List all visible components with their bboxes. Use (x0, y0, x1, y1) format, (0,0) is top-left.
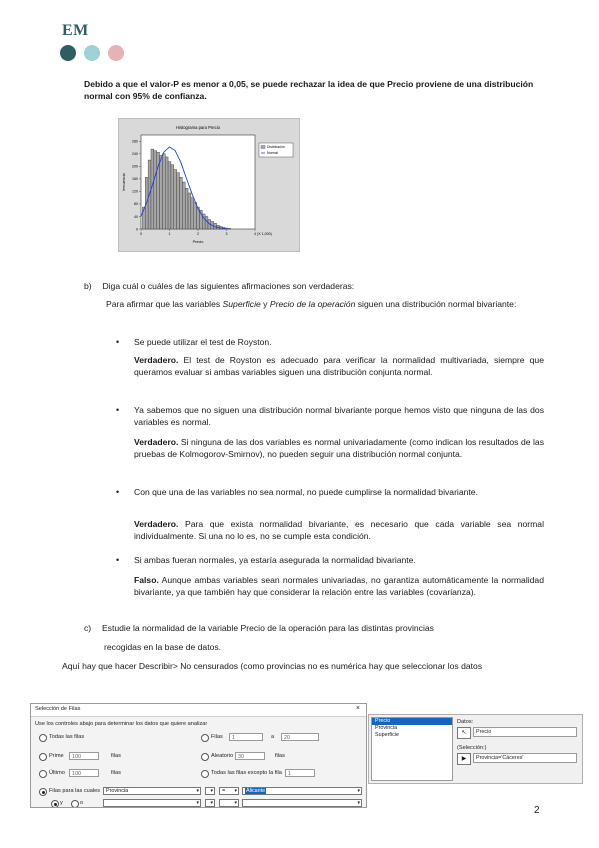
x-axis-label: Precio (192, 240, 204, 244)
operator-value: = (222, 788, 226, 794)
chevron-down-icon: ▾ (196, 800, 199, 806)
bullet-4: • (116, 555, 120, 565)
bullet-1: • (116, 337, 120, 347)
label-or: o (80, 800, 84, 806)
label-and: y (60, 800, 63, 806)
section-b-label: b) (84, 281, 92, 291)
verdict-2: Verdadero. (134, 437, 179, 447)
verdict-1: Verdadero. (134, 355, 179, 365)
y-axis-label: frecuencia (122, 173, 126, 191)
chevron-down-icon: ▾ (196, 788, 199, 794)
radio-rows-range[interactable] (201, 734, 209, 742)
radio-first[interactable] (39, 753, 47, 761)
legend-label: Normal (267, 151, 278, 156)
dialog-instruction: Use los controles abajo para determinar los datos que quiere analizar (35, 721, 208, 727)
section-c-label: c) (84, 623, 92, 633)
answer-4 (134, 574, 544, 598)
x-tick-label: 4 (254, 232, 256, 236)
explanation-2: Si ninguna de las dos variables es normal univariadamente (como indican los resultados de las pruebas de Kolmogorov-Smirnov), no pueden seguir una distribución normal conjunta. (134, 437, 544, 459)
value-select-2[interactable] (242, 799, 362, 807)
value-select-value: Alicante (246, 788, 266, 794)
chevron-down-icon: ▾ (210, 800, 213, 806)
field-dropdown-button[interactable] (205, 787, 215, 795)
label-random: Aleatorio (211, 753, 234, 759)
premise-post: siguen una distribución normal bivariante: (355, 299, 517, 309)
dialog-titlebar (31, 704, 366, 717)
section-b-premise (106, 298, 544, 310)
label-range-to: a (271, 734, 275, 740)
chevron-down-icon: ▾ (357, 800, 360, 806)
histogram-chart (118, 118, 300, 252)
bullet-3: • (116, 487, 120, 497)
radio-all-rows[interactable] (39, 734, 47, 742)
explanation-1: El test de Royston es adecuado para verificar la normalidad multivariada, siempre que queramos evaluar si ambas variables siguen una distribución conjunta normal. (134, 355, 544, 377)
statement-2: Ya sabemos que no siguen una distribución normal bivariante porque hemos visto que ninguna de las dos variables es normal. (134, 405, 544, 427)
histogram-bar (160, 155, 163, 229)
y-tick-label: 240 (132, 152, 138, 157)
radio-and[interactable] (51, 800, 59, 808)
answer-3 (134, 518, 544, 542)
legend-swatch-bars (261, 146, 265, 149)
histogram-bar (165, 157, 168, 229)
radio-last[interactable] (39, 770, 47, 778)
random-unit: filas (275, 753, 285, 759)
x-tick-label: 3 (225, 232, 228, 236)
x-tick-label: 2 (197, 232, 199, 236)
x-tick-label: 1 (168, 232, 171, 236)
dialog-title: Selección de Filas (35, 706, 81, 712)
histogram-bar (162, 154, 165, 229)
chart-title: Histograma para Precio (176, 125, 220, 130)
label-last: Último (49, 770, 65, 776)
histogram-bar (188, 193, 191, 229)
range-to-input[interactable]: 20 (281, 733, 319, 741)
section-c-line2: recogidas en la base de datos. (104, 642, 222, 652)
premise-var1: Superficie (222, 299, 261, 309)
label-first: Prime (49, 753, 64, 759)
y-tick-label: 120 (132, 189, 138, 194)
radio-all-except[interactable] (201, 770, 209, 778)
histogram-bar (194, 202, 197, 229)
last-count-input[interactable]: 100 (69, 769, 99, 777)
statement-4: Si ambas fueran normales, ya estaría asegurada la normalidad bivariante. (134, 555, 416, 565)
field-select-2[interactable] (103, 799, 201, 807)
logo-dot-2 (84, 45, 100, 61)
section-b-question-text: Diga cuál o cuáles de las siguientes afirmaciones son verdaderas: (102, 281, 355, 291)
field-select[interactable] (103, 787, 201, 795)
data-label: Datos: (457, 719, 474, 725)
section-c-line1: Estudie la normalidad de la variable Precio de la operación para las distintas provincias (101, 623, 434, 633)
premise-pre: Para afirmar que las variables (106, 299, 223, 309)
row-selection-dialog (30, 703, 367, 808)
histogram-bar (179, 177, 182, 229)
value-select[interactable] (242, 787, 362, 795)
x-axis-multiplier: (X 1,000) (257, 232, 272, 236)
variable-selection-panel (368, 714, 583, 784)
field-select-value: Provincia (106, 788, 129, 794)
label-all-except: Todas las filas excepto la fila (211, 770, 282, 776)
variable-list-item[interactable]: Precio (372, 718, 452, 725)
radio-or[interactable] (71, 800, 79, 808)
y-tick-label: 40 (134, 214, 138, 219)
y-tick-label: 160 (132, 177, 138, 182)
histogram-bar (171, 165, 174, 229)
chevron-down-icon: ▾ (234, 800, 237, 806)
histogram-bar (182, 182, 185, 229)
select-label: (Selección:) (457, 745, 487, 751)
bullet-2: • (116, 405, 120, 415)
range-from-input[interactable]: 1 (229, 733, 263, 741)
first-unit: filas (111, 753, 121, 759)
field-dropdown-button-2[interactable] (205, 799, 215, 807)
operator-select-2[interactable] (219, 799, 239, 807)
premise-var2: Precio de la operación (269, 299, 356, 309)
histogram-bar (191, 198, 194, 229)
histogram-bar (154, 151, 157, 229)
label-all-rows: Todas las filas (49, 734, 85, 740)
section-c-question (84, 622, 544, 634)
histogram-bar (228, 228, 231, 229)
arrow-left-icon[interactable]: ↖ (457, 727, 471, 739)
y-tick-label: 200 (132, 164, 138, 169)
verdict-4: Falso. (134, 575, 159, 585)
variable-list[interactable] (371, 717, 453, 781)
intro-text: Debido a que el valor-P es menor a 0,05, se puede rechazar la idea de que Precio proviene de una distribución normal con 95% de confianza. (84, 79, 534, 101)
answer-1 (134, 354, 544, 378)
explanation-4: Aunque ambas variables sean normales univariadas, no garantiza automáticamente la normalidad bivariante, ya que también hay que considerar la relación entre las variables (covarianza). (134, 575, 544, 597)
chevron-down-icon: ▾ (210, 788, 213, 794)
section-b-question (84, 280, 544, 292)
first-count-input[interactable]: 100 (69, 752, 99, 760)
premise-mid: y (260, 299, 270, 309)
histogram-svg (119, 119, 299, 251)
page-number: 2 (534, 805, 540, 816)
histogram-bar (174, 169, 177, 229)
except-row-input[interactable]: 1 (285, 769, 315, 777)
legend-label: Distribución (267, 145, 285, 150)
histogram-bar (185, 188, 188, 229)
random-count-input[interactable]: 30 (235, 752, 265, 760)
y-tick-label: 0 (136, 227, 138, 232)
arrow-right-icon[interactable]: ▶ (457, 753, 471, 765)
variable-list-item[interactable]: Superficie (375, 732, 399, 738)
selection-input[interactable]: Provincia='Cáceres' (473, 753, 577, 763)
x-tick-label: 0 (140, 232, 142, 236)
last-unit: filas (111, 770, 121, 776)
logo-text: EM (62, 22, 89, 39)
statement-3: Con que una de las variables no sea normal, no puede cumplirse la normalidad bivariante. (134, 487, 478, 497)
y-tick-label: 280 (132, 139, 138, 144)
chevron-down-icon: ▾ (357, 788, 360, 794)
verdict-3: Verdadero. (134, 519, 179, 529)
variable-list-item[interactable]: Provincia (375, 725, 398, 731)
statement-1: Se puede utilizar el test de Royston. (134, 337, 272, 347)
operator-select[interactable] (219, 787, 239, 795)
label-rows-where: Filas para las cuales (49, 788, 100, 794)
chevron-down-icon: ▾ (234, 788, 237, 794)
logo-dot-3 (108, 45, 124, 61)
histogram-bar (177, 173, 180, 229)
radio-random[interactable] (201, 753, 209, 761)
section-c-note: Aquí hay que hacer Describir> No censurados (como provincias no es numérica hay que seleccionar los datos (62, 661, 483, 671)
y-tick-label: 80 (134, 202, 138, 207)
explanation-3: Para que exista normalidad bivariante, es necesario que cada variable sea normal individualmente. Si una no lo es, no se cumple esta condición. (134, 519, 544, 541)
histogram-bar (205, 216, 208, 229)
radio-rows-where[interactable] (39, 788, 47, 796)
close-icon[interactable]: × (355, 705, 360, 712)
label-rows-range: Filas (211, 734, 223, 740)
data-input[interactable]: Precio (473, 727, 577, 737)
logo-dot-1 (60, 45, 76, 61)
histogram-bar (168, 162, 171, 229)
answer-2 (134, 436, 544, 460)
